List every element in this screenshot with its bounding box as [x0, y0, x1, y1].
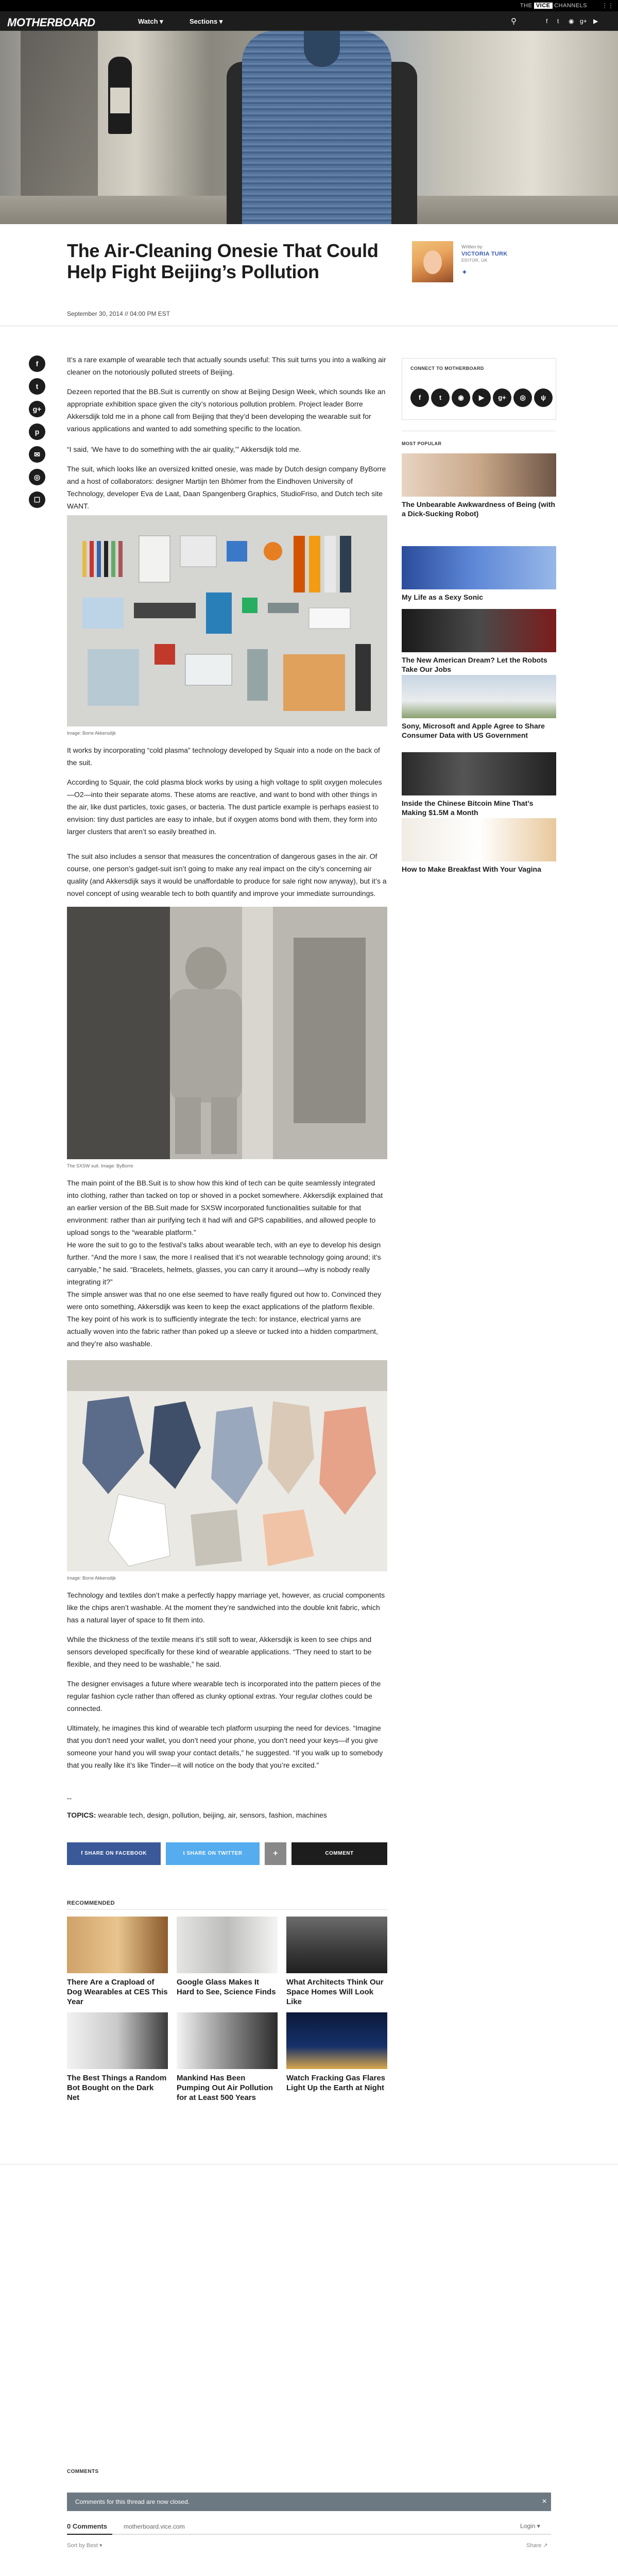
article-paragraph: It works by incorporating “cold plasma” technology developed by Squair into a node on the back of the suit.: [67, 746, 380, 767]
author-twitter-icon[interactable]: ✦: [461, 268, 468, 276]
most-popular-item[interactable]: [402, 818, 556, 874]
recommended-title-text[interactable]: There Are a Crapload of Dog Wearables at CES This Year: [67, 1978, 168, 2006]
topics-label: TOPICS:: [67, 1811, 96, 1819]
author-name[interactable]: VICTORIA TURK: [461, 251, 508, 257]
vice-channels-menu[interactable]: [520, 3, 587, 9]
article-paragraph: The simple answer was that no one else seemed to have really figured out how to. Convinced they were onto something, Akkersdijk was keen to keep the exact applications of the platform flexible. The key point of his work is to sufficiently integrate the tech: for instance, electrical yarns are actually woven into the fabric rather than poked up a sleeve or tucked into a hidden compartment, and they’re also washable.: [67, 1290, 382, 1348]
recommended-thumbnail[interactable]: [67, 2012, 168, 2069]
comment-count-tab[interactable]: 0 Comments: [67, 2522, 108, 2530]
share-twitter-icon[interactable]: t: [29, 378, 45, 395]
comments-section: [0, 2164, 618, 2576]
recommended-title-text[interactable]: What Architects Think Our Space Homes Will Look Like: [286, 1978, 384, 2006]
most-popular-title-text[interactable]: The New American Dream? Let the Robots Take Our Jobs: [402, 656, 547, 673]
suit-illustration: [67, 907, 387, 1159]
most-popular-title-text[interactable]: Inside the Chinese Bitcoin Mine That’s Making $1.5M a Month: [402, 799, 534, 817]
instagram-icon[interactable]: ◉: [569, 18, 574, 25]
connect-instagram-icon[interactable]: ◉: [452, 388, 470, 407]
twitter-icon[interactable]: t: [557, 18, 559, 25]
article-paragraph: “I said, ‘We have to do something with the air quality,’” Akkersdijk told me.: [67, 445, 301, 453]
most-popular-thumbnail[interactable]: [402, 546, 556, 589]
main-nav: [0, 11, 618, 31]
recommended-item[interactable]: [177, 2012, 278, 2103]
most-popular-title: MOST POPULAR: [402, 441, 442, 446]
share-facebook-button[interactable]: f SHARE ON FACEBOOK: [67, 1842, 161, 1865]
recommended-thumbnail[interactable]: [177, 2012, 278, 2069]
vice-network-bar: [0, 0, 618, 11]
share-reddit-icon[interactable]: ◎: [29, 469, 45, 485]
share-twitter-button[interactable]: t SHARE ON TWITTER: [166, 1842, 260, 1865]
recommended-item[interactable]: [177, 1917, 278, 1997]
written-by-label: Written by: [461, 244, 483, 249]
site-logo[interactable]: MOTHERBOARD: [7, 16, 95, 29]
connect-facebook-icon[interactable]: f: [410, 388, 429, 407]
patterns-illustration: [67, 1360, 387, 1571]
recommended-item[interactable]: [67, 2012, 168, 2103]
article-paragraph: The designer envisages a future where wearable tech is incorporated into the pattern pieces of the regular fashion cycle rather than offered as clunky optional extras. Your regular clothes could be connected.: [67, 1680, 381, 1713]
connect-title: CONNECT TO MOTHERBOARD: [410, 366, 484, 371]
article-paragraph: It’s a rare example of wearable tech that actually sounds useful: This suit turns you into a walking air cleaner on the notoriously polluted streets of Beijing.: [67, 355, 386, 376]
article-image-sxsw-suit: [67, 907, 387, 1159]
share-facebook-icon[interactable]: f: [29, 355, 45, 372]
googleplus-icon[interactable]: g+: [580, 18, 587, 25]
article-paragraph: According to Squair, the cold plasma block works by using a high voltage to split oxygen molecules—O2—into their separate atoms. These atoms are reactive, and want to bond with other things in the air, like dust particles, toxic gases, or bacteria. The dust particle example is perhaps easiest to envision: tiny dust particles are easy to inhale, but if oxygen atoms bond with them, they form into larger clusters that aren’t so easily breathed in.: [67, 778, 382, 836]
article-paragraph: The suit, which looks like an oversized knitted onesie, was made by Dutch design company ByBorre and a host of collaborators: designer Martijn ten Bhömer from the Eindhoven University of Technology, developer Eva de Laat, Daan Spangenberg Graphics, StudioFriso, and Dutch tech site WANT.: [67, 465, 386, 510]
article-image-patterns: [67, 1360, 387, 1571]
recommended-title-text[interactable]: The Best Things a Random Bot Bought on the Dark Net: [67, 2074, 167, 2102]
article-paragraph: Technology and textiles don’t make a perfectly happy marriage yet, however, as crucial components like the chips aren’t washable. At the moment they’re sandwiched into the double knit fabric, which has a natural layer of space to fit them into.: [67, 1591, 385, 1624]
recommended-thumbnail[interactable]: [286, 2012, 387, 2069]
connect-rss-icon[interactable]: ◎: [513, 388, 532, 407]
most-popular-item[interactable]: [402, 453, 556, 518]
recommended-item[interactable]: [286, 1917, 387, 2007]
most-popular-thumbnail[interactable]: [402, 675, 556, 718]
comments-title: COMMENTS: [67, 2469, 99, 2475]
article-headline: The Air-Cleaning Onesie That Could Help Fight Beijing’s Pollution: [67, 240, 379, 282]
divider: [67, 1909, 387, 1910]
facebook-icon[interactable]: f: [546, 18, 548, 25]
most-popular-thumbnail[interactable]: [402, 609, 556, 652]
article-paragraph: Ultimately, he imagines this kind of wearable tech platform usurping the need for devices. “Imagine that you don’t need your wallet, you don’t need your phone, you don’t need your keys—if you give someone your hand you will swap your contact details,” he suggested. “If you walk up to somebody that you really like it’s like Tinder—it will notice on the body that you’re excited.”: [67, 1724, 383, 1769]
connect-twitter-icon[interactable]: t: [431, 388, 450, 407]
article-paragraph: Dezeen reported that the BB.Suit is currently on show at Beijing Design Week, which sounds like an appropriate exhibition space given the city’s notorious pollution problem. Project leader Borre Akkersdijk told me in a phone call from Beijing that they’d been developing the wearable suit for various applications and wanted to add something specific to the location.: [67, 387, 386, 433]
search-icon[interactable]: ⚲: [511, 17, 517, 26]
share-more-button[interactable]: +: [265, 1842, 286, 1865]
recommended-thumbnail[interactable]: [177, 1917, 278, 1973]
article-paragraph: While the thickness of the textile means it’s still soft to wear, Akkersdijk is keen to see chips and sensors developed specifically for these kind of wearable applications. “They need to start to be flexible, and they need to be washable,” he said.: [67, 1635, 372, 1668]
channels-label: CHANNELS: [554, 3, 587, 9]
image-caption: Image: Borre Akkersdijk: [67, 731, 116, 736]
image-caption: The SXSW suit. Image: ByBorre: [67, 1163, 133, 1168]
topics-list[interactable]: wearable tech, design, pollution, beijing, air, sensors, fashion, machines: [98, 1811, 327, 1819]
components-illustration: [67, 515, 387, 726]
nav-sections[interactable]: Sections ▾: [190, 18, 223, 25]
recommended-title: RECOMMENDED: [67, 1900, 115, 1906]
most-popular-title-text[interactable]: How to Make Breakfast With Your Vagina: [402, 865, 541, 873]
connect-googleplus-icon[interactable]: g+: [493, 388, 511, 407]
author-role: EDITOR, UK: [461, 258, 488, 263]
share-email-icon[interactable]: ✉: [29, 446, 45, 463]
login-dropdown[interactable]: Login ▾: [520, 2522, 540, 2530]
most-popular-item[interactable]: [402, 675, 556, 740]
recommended-title-text[interactable]: Watch Fracking Gas Flares Light Up the Earth at Night: [286, 2074, 386, 2092]
topics: [67, 1809, 387, 1821]
channels-prefix: THE: [520, 3, 533, 9]
most-popular-thumbnail[interactable]: [402, 453, 556, 497]
comments-closed-banner: Comments for this thread are now closed.: [67, 2493, 551, 2511]
most-popular-title-text[interactable]: My Life as a Sexy Sonic: [402, 593, 483, 601]
connect-tumblr-icon[interactable]: ψ: [534, 388, 553, 407]
share-pinterest-icon[interactable]: p: [29, 423, 45, 440]
close-icon[interactable]: ✕: [542, 2498, 547, 2505]
recommended-item[interactable]: [286, 2012, 387, 2093]
most-popular-item[interactable]: [402, 546, 556, 602]
share-googleplus-icon[interactable]: g+: [29, 401, 45, 417]
share-rail: [29, 355, 45, 514]
recommended-title-text[interactable]: Google Glass Makes It Hard to See, Science Finds: [177, 1978, 276, 1996]
share-more-icon[interactable]: ☐: [29, 492, 45, 508]
article-paragraph: The main point of the BB.Suit is to show how this kind of tech can be quite seamlessly integrated into clothing, rather than tacked on top or shoved in a pocket somewhere. Akkersdijk explained that an earlier version of the BB.Suit made for SXSW incorporated functionalities suitable for that environment: rather than air purifying tech it had wifi and GPS capabilities, and allowed people to upload songs to the “wearable platform.”: [67, 1179, 383, 1236]
grid-menu-icon[interactable]: ⋮⋮: [602, 2, 614, 9]
image-caption: Image: Borre Akkersdijk: [67, 1575, 116, 1581]
most-popular-title-text[interactable]: Sony, Microsoft and Apple Agree to Share Consumer Data with US Government: [402, 722, 545, 739]
divider: [67, 2534, 551, 2535]
article-image-components: [67, 515, 387, 726]
article-paragraph: He wore the suit to go to the festival’s talks about wearable tech, with an eye to develop his design further. “And the more I saw, the more I realised that it’s not wearable technology going around; it’s carryable,” he said. “Bracelets, helmets, glasses, you can carry it around—why is nobody really integrating it?”: [67, 1241, 381, 1286]
disqus-site-link[interactable]: motherboard.vice.com: [124, 2523, 185, 2530]
article-date: September 30, 2014 // 04:00 PM EST: [67, 310, 170, 317]
recommended-thumbnail[interactable]: [67, 1917, 168, 1973]
recommended-item[interactable]: [67, 1917, 168, 2007]
vice-brand: VICE: [534, 3, 553, 9]
connect-box: [402, 358, 556, 420]
author-avatar[interactable]: [412, 241, 453, 282]
recommended-thumbnail[interactable]: [286, 1917, 387, 1973]
hero-image: [0, 31, 618, 224]
author-box: [412, 241, 546, 287]
most-popular-item[interactable]: [402, 609, 556, 674]
most-popular-title-text[interactable]: The Unbearable Awkwardness of Being (with a Dick-Sucking Robot): [402, 500, 555, 518]
comment-button[interactable]: COMMENT: [291, 1842, 387, 1865]
recommended-title-text[interactable]: Mankind Has Been Pumping Out Air Pollution for at Least 500 Years: [177, 2074, 273, 2102]
most-popular-thumbnail[interactable]: [402, 818, 556, 861]
share-buttons: [67, 1842, 387, 1865]
most-popular-item[interactable]: [402, 752, 556, 817]
article-paragraph: --: [67, 1794, 72, 1802]
active-tab-indicator: [67, 2534, 112, 2535]
most-popular-thumbnail[interactable]: [402, 752, 556, 795]
article-paragraph: The suit also includes a sensor that measures the concentration of dangerous gases in the air. Of course, one person’s gadget-suit isn’t going to make any real impact on the city’s concerning air quality (and Akkersdijk says it would be unaffordable to produce for sale right now anyway), but it’s a novel concept of using wearable tech to both quantify and improve your immediate surroundings.: [67, 852, 387, 897]
connect-youtube-icon[interactable]: ▶: [472, 388, 491, 407]
share-thread-link[interactable]: Share ↗: [526, 2543, 548, 2549]
nav-watch[interactable]: Watch ▾: [138, 18, 163, 25]
youtube-icon[interactable]: ▶: [593, 18, 598, 25]
sort-dropdown[interactable]: Sort by Best ▾: [67, 2543, 102, 2549]
